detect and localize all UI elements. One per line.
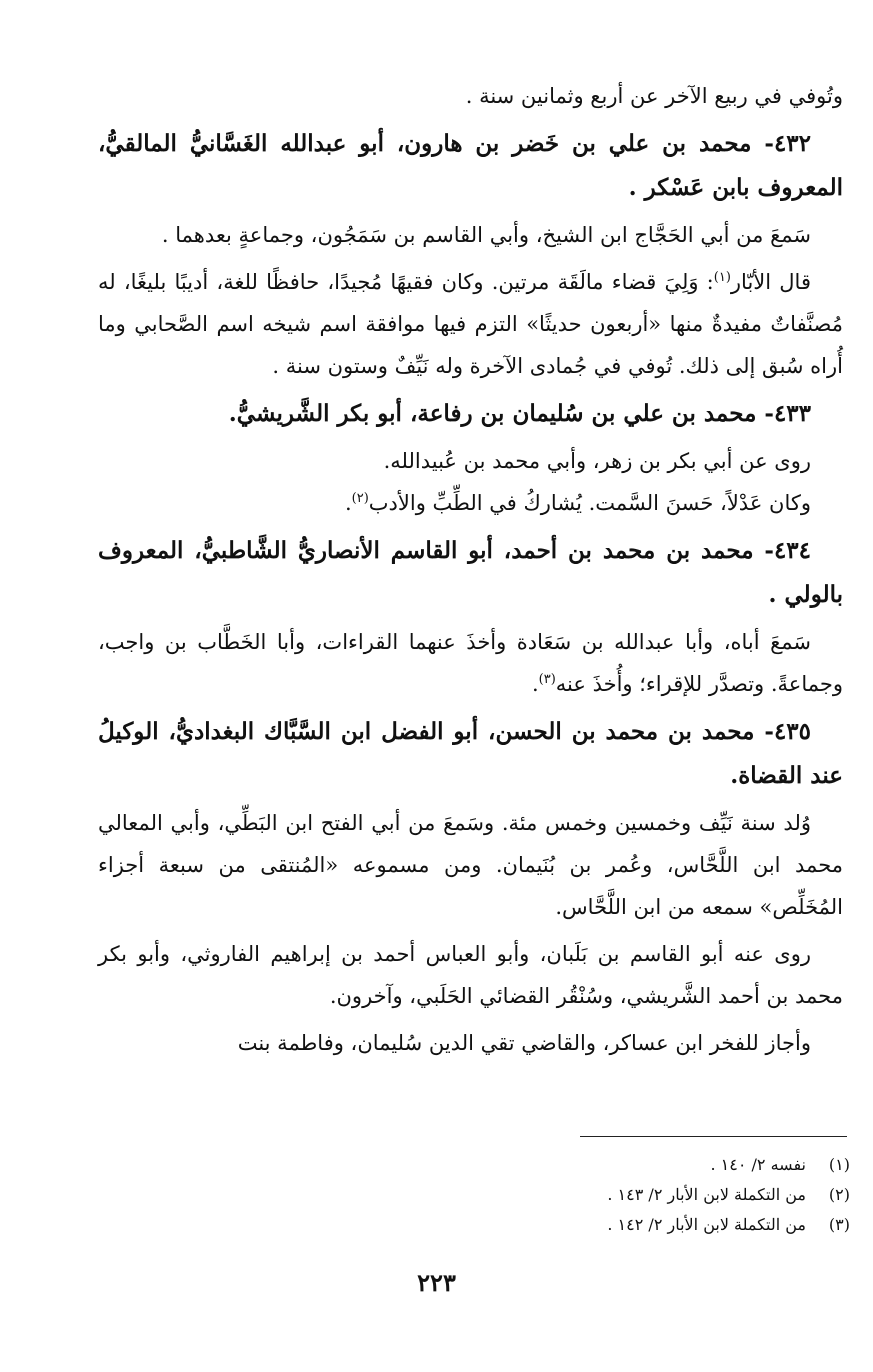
page-number: ٢٢٣ [417,1268,456,1297]
footnote-number: (٣) [828,1215,850,1234]
paragraph-10: وُلد سنة نَيِّف وخمسين وخمس مئة. وسَمعَ من أبي الفتح ابن البَطِّي، وأبي المعالي محمد ابن اللَّحَّاس، وعُمر بن بُنَيمان. ومن مسموعه «المُنتقى من سبعة أجزاء المُخَلِّص» سمعه من ابن اللَّحَّاس. [98,811,843,919]
paragraph-3: قال الأبّار$^{(١)}$: وَلِيَ قضاء مالَقَة مرتين. وكان فقيهًا مُجيدًا، حافظًا للغة، أديبًا بليغًا، له مُصنَّفاتٌ مفيدةٌ منها «أربعون حديثًا» التزم فيها موافقة اسم شيخه اسم الصَّحابي وما أُراه سُبق إلى ذلك. تُوفي في جُمادى الآخرة وله نَيِّفٌ وستون سنة . [98,270,843,378]
entry-heading-434: ٤٣٤- محمد بن محمد بن أحمد، أبو القاسم الأنصاريُّ الشَّاطبيُّ، المعروف بالولي . [98,537,843,608]
paragraph-6: وكان عَدْلاً، حَسنَ السَّمت. يُشاركُ في الطِّبِّ والأدب$^{(٢)}$. [344,491,811,515]
footnote-number: (٢) [828,1185,850,1204]
footnote-ref-3[interactable]: (٣) [538,672,556,687]
footnote-2 [300,1180,850,1210]
paragraph-8: سَمعَ أباه، وأبا عبدالله بن سَعَادة وأخذَ عنهما القراءات، وأبا الخَطَّاب بن واجب، وجماعةً. وتصدَّر للإقراء؛ وأُخذَ عنه$^{(٣)}$. [98,630,843,696]
paragraph-2: سَمعَ من أبي الحَجَّاج ابن الشيخ، وأبي القاسم بن سَمَجُون، وجماعةٍ بعدهما . [161,223,811,247]
footnote-text: من التكملة لابن الأبار ٢/ ١٤٢ . [607,1215,806,1234]
footnote-divider [580,1136,847,1137]
entry-heading-433: ٤٣٣- محمد بن علي بن سُليمان بن رفاعة، أبو بكر الشَّريشيُّ. [228,400,811,427]
footnote-ref-2[interactable]: (٢) [351,491,369,506]
footnote-1 [300,1150,850,1180]
footnote-number: (١) [828,1155,850,1174]
footnote-ref-1[interactable]: (١) [713,270,731,285]
paragraph-11: روى عنه أبو القاسم بن بَلَبان، وأبو العباس أحمد بن إبراهيم الفاروثي، وأبو بكر محمد بن أحمد الشَّريشي، وسُنْقُر القضائي الحَلَبي، وآخرون. [98,942,843,1008]
paragraph-5: روى عن أبي بكر بن زهر، وأبي محمد بن عُبيدالله. [383,449,811,473]
paragraph-0: وتُوفي في ربيع الآخر عن أربع وثمانين سنة . [465,84,843,108]
entry-heading-432: ٤٣٢- محمد بن علي بن خَضر بن هارون، أبو عبدالله الغَسَّانيُّ المالقيُّ، المعروف بابن عَسْكر . [98,130,843,201]
footnote-text: من التكملة لابن الأبار ٢/ ١٤٣ . [607,1185,806,1204]
footnotes [300,1150,850,1240]
main-text [98,75,843,1069]
footnote-text: نفسه ٢/ ١٤٠ . [710,1155,806,1174]
footnote-3 [300,1210,850,1240]
entry-heading-435: ٤٣٥- محمد بن محمد بن الحسن، أبو الفضل ابن السَّبَّاك البغداديُّ، الوكيلُ عند القضاة. [98,718,843,789]
paragraph-12: وأجاز للفخر ابن عساكر، والقاضي تقي الدين سُليمان، وفاطمة بنت [237,1031,811,1055]
